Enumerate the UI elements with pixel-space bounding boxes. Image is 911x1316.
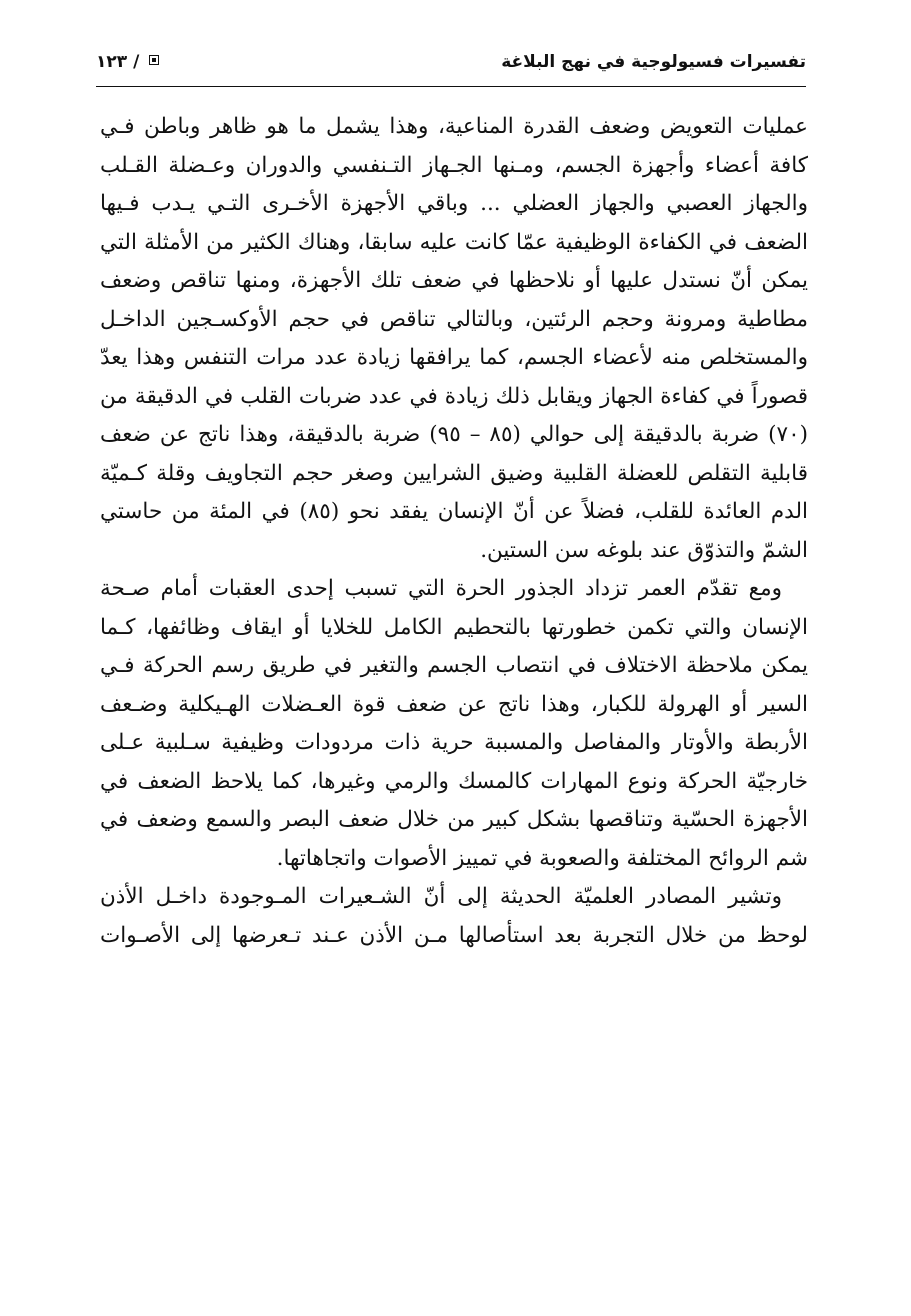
running-header (96, 50, 806, 80)
header-divider (96, 86, 806, 87)
square-bullet-icon (149, 55, 159, 65)
paragraph-3: وتشير المصادر العلميّة الحديثة إلى أنّ الشـعيرات المـوجودة داخـل الأذن لوحظ من خلال التجربة بعد استأصالها مـن الأذن عـند تـعرضها إلى الأصـوات (100, 884, 808, 948)
paragraph-2: ومع تقدّم العمر تزداد الجذور الحرة التي تسبب إحدى العقبات أمام صـحة الإنسان والتي تكمن خطورتها بالتحطيم الكامل للخلايا أو ايقاف وظائفها، كـما يمكن ملاحظة الاختلاف في انتصاب الجسم والتغير في طريق رسم الحركة فـي السير أو الهرولة للكبار، وهذا ناتج عن ضعف قوة العـضلات الهـيكلية وضـعف الأربطة والأوتار والمفاصل والمسببة حرية ذات مردودات وظيفية سـلبية عـلى خارجيّة الحركة ونوع المهارات كالمسك والرمي وغيرها، كما يلاحظ الضعف في الأجهزة الحسّية وتناقصها بشكل كبير من خلال ضعف البصر والسمع وضعف في شم الروائح المختلفة والصعوبة في تمييز الأصوات واتجاهاتها. (100, 576, 808, 871)
page-body (100, 108, 808, 955)
book-title: تفسيرات فسيولوجية في نهج البلاغة (501, 52, 806, 72)
page-separator: / (133, 52, 140, 72)
page-number: ١٢٣ (96, 52, 128, 72)
page-number-block (96, 52, 159, 72)
paragraph-1: عمليات التعويض وضعف القدرة المناعية، وهذا يشمل ما هو ظاهر وباطن فـي كافة أعضاء وأجهزة الجسم، ومـنها الجـهاز التـنفسي والدوران وعـضلة القـلب والجهاز العصبي والجهاز العضلي ... وباقي الأجهزة الأخـرى التـي يـدب فـيها الضعف في الكفاءة الوظيفية عمّا كانت عليه سابقا، وهناك الكثير من الأمثلة التي يمكن أنّ نستدل عليها أو نلاحظها في ضعف تلك الأجهزة، ومنها تناقص وضعف مطاطية ومرونة وحجم الرئتين، وبالتالي تناقص في حجم الأوكسـجين الداخـل والمستخلص منه لأعضاء الجسم، كما يرافقها زيادة عدد مرات التنفس وهذا يعدّ قصوراً في كفاءة الجهاز ويقابل ذلك زيادة في عدد ضربات القلب في الدقيقة من (٧٠) ضربة بالدقيقة إلى حوالي (٨٥ – ٩٥) ضربة بالدقيقة، وهذا ناتج عن ضعف قابلية التقلص للعضلة القلبية وضيق الشرايين وصغر حجم التجاويف وقلة كـميّة الدم العائدة للقلب، فضلاً عن أنّ الإنسان يفقد نحو (٨٥) في المئة من حاستي الشمّ والتذوّق عند بلوغه سن الستين. (100, 114, 809, 563)
